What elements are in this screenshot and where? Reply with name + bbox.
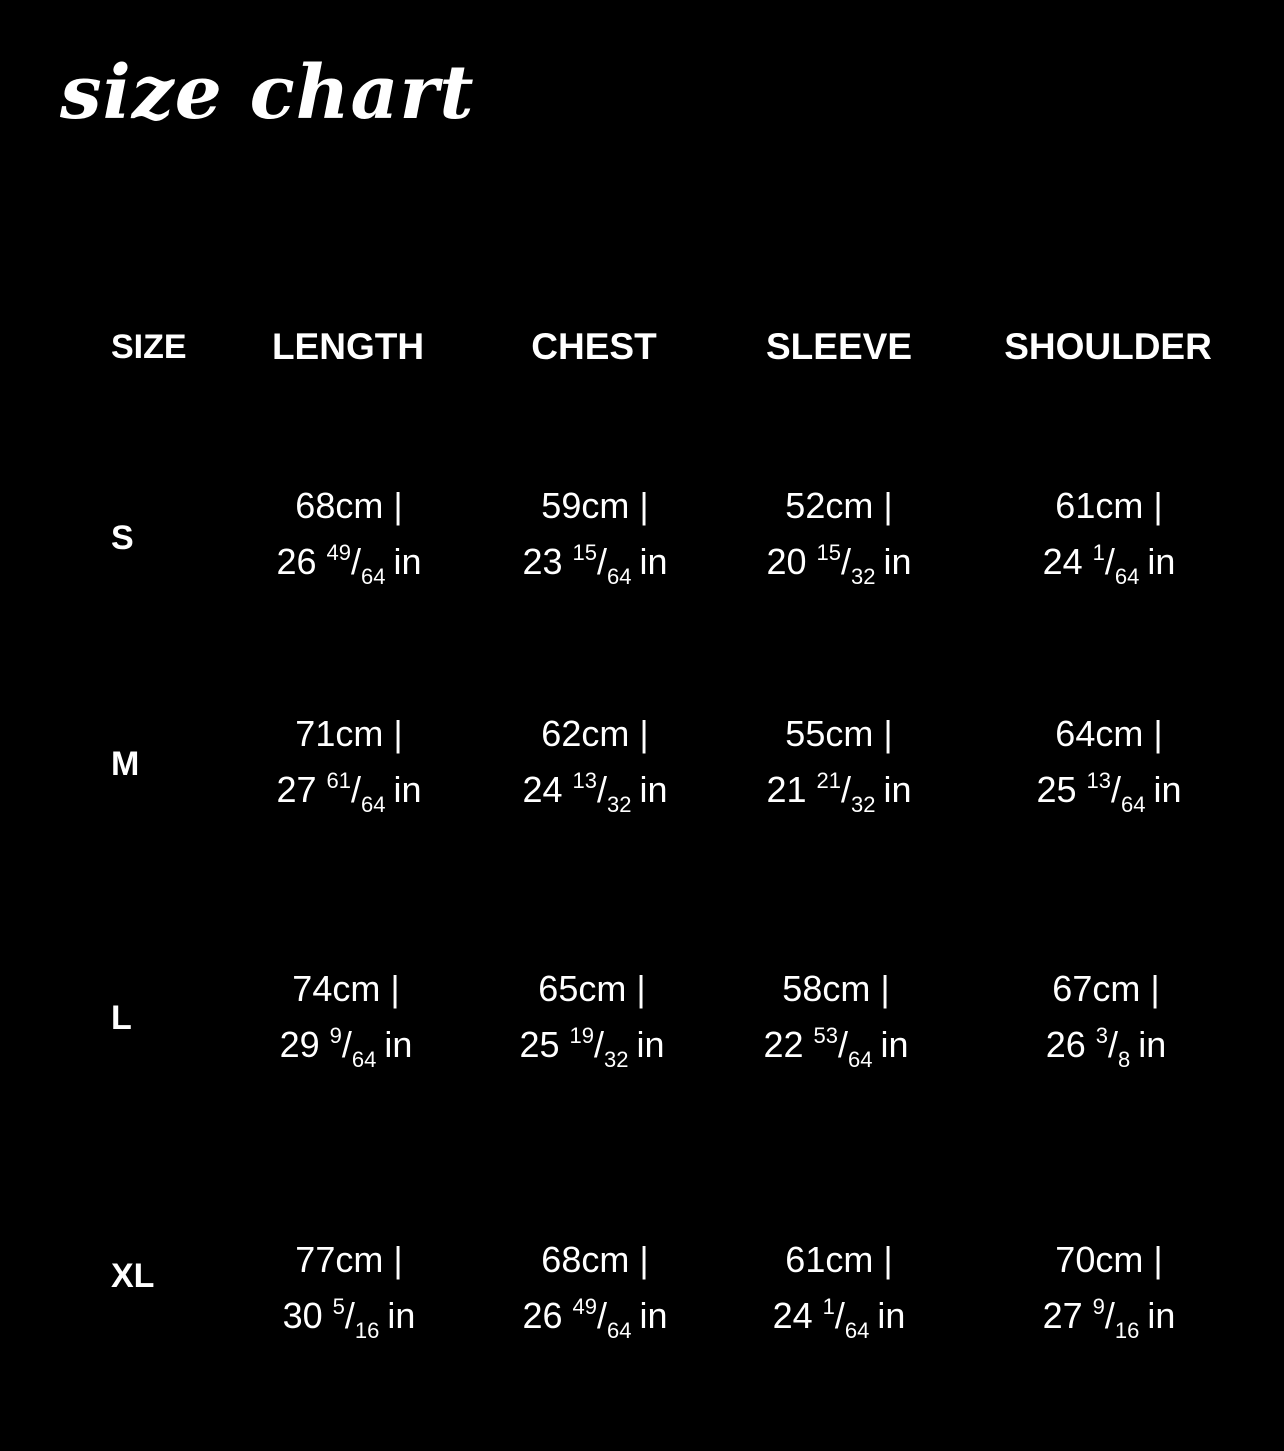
inch-numerator: 15: [816, 540, 842, 565]
cell-xl-chest: 68cm | 26 $^{49}/_{64}$ in: [522, 1236, 667, 1354]
cm-value: 64cm |: [1055, 713, 1163, 754]
inch-denominator: 32: [607, 792, 632, 817]
inch-numerator: 9: [329, 1023, 342, 1048]
inch-whole: 23: [522, 541, 563, 582]
inch-unit: in: [883, 541, 912, 582]
inch-numerator: 3: [1095, 1023, 1109, 1048]
cm-value: 59cm |: [541, 485, 649, 526]
inch-denominator: 64: [607, 564, 632, 589]
inch-unit: in: [639, 541, 668, 582]
cm-value: 68cm |: [541, 1239, 649, 1280]
cell-xl-length: 77cm | 30 $^5/_{16}$ in: [283, 1236, 416, 1354]
inch-unit: in: [1147, 1295, 1176, 1336]
inch-denominator: 64: [361, 792, 386, 817]
inch-denominator: 32: [851, 564, 876, 589]
inch-unit: in: [387, 1295, 416, 1336]
header-shoulder: SHOULDER: [1004, 326, 1212, 367]
cm-value: 61cm |: [1055, 485, 1163, 526]
inch-whole: 27: [276, 769, 317, 810]
inch-unit: in: [639, 769, 668, 810]
inch-numerator: 49: [326, 540, 352, 565]
inch-unit: in: [393, 769, 422, 810]
inch-whole: 24: [522, 769, 563, 810]
inch-unit: in: [1138, 1024, 1167, 1065]
cell-m-chest: 62cm | 24 $^{13}/_{32}$ in: [522, 710, 667, 828]
cm-value: 71cm |: [295, 713, 403, 754]
size-label-s: S: [111, 519, 134, 557]
inch-denominator: 64: [844, 1318, 870, 1343]
cm-value: 77cm |: [295, 1239, 403, 1280]
inch-denominator: 8: [1118, 1047, 1131, 1072]
inch-whole: 26: [1045, 1024, 1086, 1065]
cell-m-sleeve: 55cm | 21 $^{21}/_{32}$ in: [766, 710, 911, 828]
inch-numerator: 5: [332, 1294, 345, 1319]
cm-value: 67cm |: [1052, 968, 1160, 1009]
inch-denominator: 64: [1121, 792, 1146, 817]
inch-whole: 24: [1042, 541, 1083, 582]
cell-xl-sleeve: 61cm | 24 $^1/_{64}$ in: [773, 1236, 906, 1354]
inch-unit: in: [384, 1024, 413, 1065]
cell-xl-shoulder: 70cm | 27 $^9/_{16}$ in: [1043, 1236, 1176, 1354]
cm-value: 61cm |: [785, 1239, 893, 1280]
header-sleeve: SLEEVE: [766, 326, 912, 367]
header-size: SIZE: [111, 328, 187, 366]
cell-m-length: 71cm | 27 $^{61}/_{64}$ in: [276, 710, 421, 828]
size-label-xl: XL: [111, 1257, 155, 1295]
inch-whole: 20: [766, 541, 807, 582]
inch-whole: 29: [279, 1024, 320, 1065]
header-chest: CHEST: [531, 326, 657, 367]
cm-value: 52cm |: [785, 485, 893, 526]
cm-value: 74cm |: [292, 968, 400, 1009]
inch-denominator: 64: [848, 1047, 873, 1072]
inch-whole: 30: [282, 1295, 323, 1336]
inch-unit: in: [1147, 541, 1176, 582]
inch-numerator: 21: [816, 768, 842, 793]
inch-unit: in: [636, 1024, 665, 1065]
inch-denominator: 16: [1114, 1318, 1140, 1343]
size-label-l: L: [111, 999, 132, 1037]
cm-value: 65cm |: [538, 968, 646, 1009]
inch-numerator: 53: [813, 1023, 839, 1048]
inch-unit: in: [877, 1295, 906, 1336]
inch-unit: in: [639, 1295, 668, 1336]
inch-whole: 26: [522, 1295, 563, 1336]
inch-denominator: 16: [354, 1318, 380, 1343]
cm-value: 55cm |: [785, 713, 893, 754]
inch-denominator: 32: [604, 1047, 629, 1072]
size-label-m: M: [111, 745, 140, 783]
header-length: LENGTH: [271, 326, 425, 367]
cm-value: 58cm |: [782, 968, 890, 1009]
inch-denominator: 64: [351, 1047, 377, 1072]
inch-denominator: 64: [1114, 564, 1140, 589]
inch-whole: 27: [1042, 1295, 1083, 1336]
inch-denominator: 32: [851, 792, 876, 817]
inch-whole: 25: [519, 1024, 560, 1065]
cell-l-sleeve: 58cm | 22 $^{53}/_{64}$ in: [763, 965, 908, 1083]
cm-value: 62cm |: [541, 713, 649, 754]
inch-unit: in: [880, 1024, 909, 1065]
page-title: size chart: [60, 50, 475, 136]
cell-l-shoulder: 67cm | 26 $^3/_8$ in: [1046, 965, 1167, 1083]
cell-s-sleeve: 52cm | 20 $^{15}/_{32}$ in: [766, 482, 911, 600]
inch-numerator: 13: [572, 768, 598, 793]
inch-numerator: 13: [1086, 768, 1112, 793]
inch-whole: 24: [772, 1295, 813, 1336]
inch-unit: in: [393, 541, 422, 582]
cell-s-length: 68cm | 26 $^{49}/_{64}$ in: [276, 482, 421, 600]
cm-value: 70cm |: [1055, 1239, 1163, 1280]
cm-value: 68cm |: [295, 485, 403, 526]
inch-whole: 26: [276, 541, 317, 582]
inch-unit: in: [883, 769, 912, 810]
inch-numerator: 49: [572, 1294, 598, 1319]
cell-s-chest: 59cm | 23 $^{15}/_{64}$ in: [522, 482, 667, 600]
inch-denominator: 64: [607, 1318, 632, 1343]
inch-numerator: 1: [822, 1294, 835, 1319]
inch-numerator: 61: [326, 768, 352, 793]
inch-numerator: 1: [1092, 540, 1105, 565]
cell-m-shoulder: 64cm | 25 $^{13}/_{64}$ in: [1036, 710, 1181, 828]
cell-s-shoulder: 61cm | 24 $^1/_{64}$ in: [1043, 482, 1176, 600]
inch-whole: 21: [766, 769, 807, 810]
inch-numerator: 9: [1092, 1294, 1105, 1319]
inch-whole: 22: [763, 1024, 804, 1065]
inch-denominator: 64: [361, 564, 386, 589]
inch-numerator: 19: [569, 1023, 595, 1048]
cell-l-length: 74cm | 29 $^9/_{64}$ in: [280, 965, 413, 1083]
cell-l-chest: 65cm | 25 $^{19}/_{32}$ in: [519, 965, 664, 1083]
inch-numerator: 15: [572, 540, 598, 565]
inch-whole: 25: [1036, 769, 1077, 810]
inch-unit: in: [1153, 769, 1182, 810]
